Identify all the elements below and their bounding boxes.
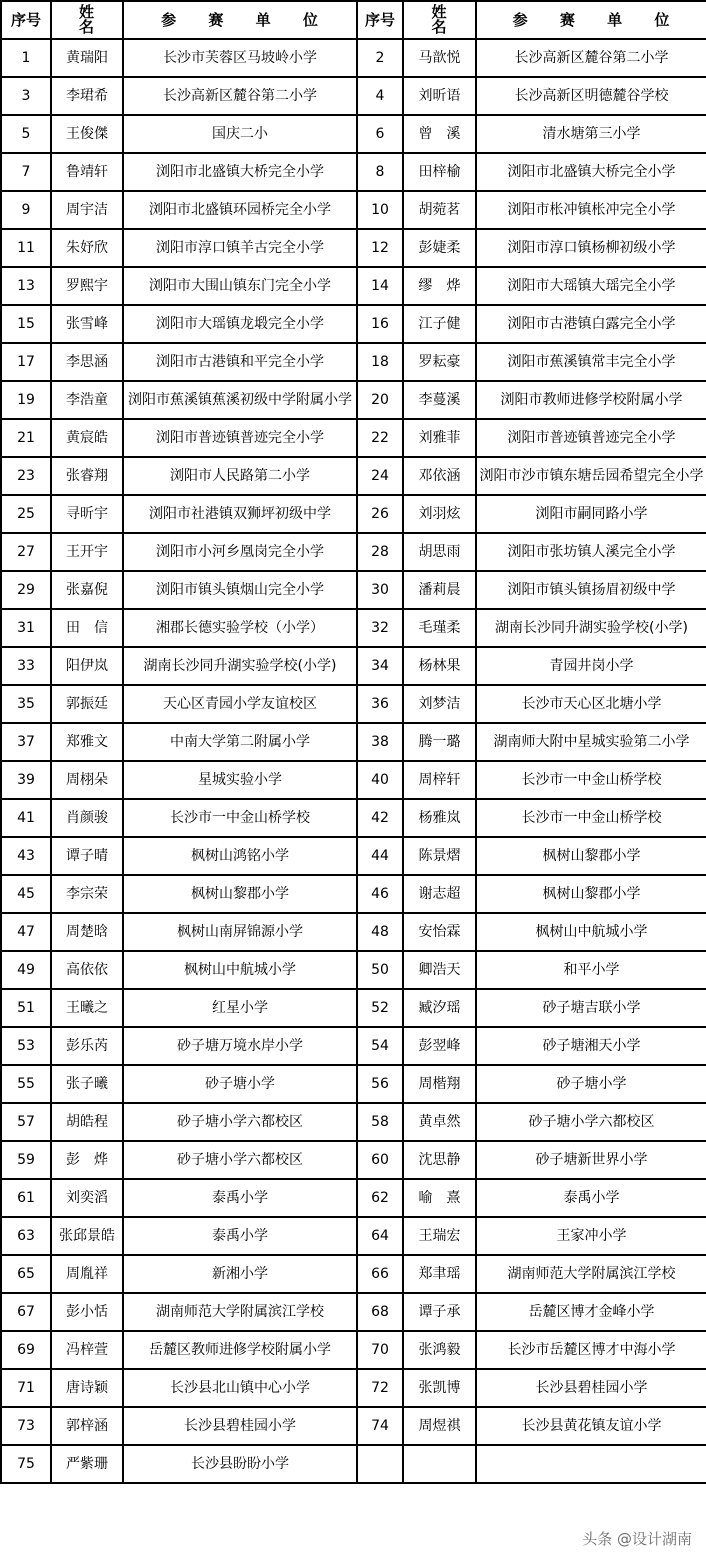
cell-unit: 浏阳市嗣同路小学	[476, 495, 706, 533]
cell-number: 49	[1, 951, 51, 989]
cell-number: 44	[357, 837, 403, 875]
cell-number: 25	[1, 495, 51, 533]
cell-unit: 浏阳市教师进修学校附属小学	[476, 381, 706, 419]
cell-unit: 长沙市天心区北塘小学	[476, 685, 706, 723]
cell-name: 冯梓萱	[51, 1331, 123, 1369]
cell-unit: 浏阳市古港镇白露完全小学	[476, 305, 706, 343]
cell-number: 58	[357, 1103, 403, 1141]
cell-name: 李浩童	[51, 381, 123, 419]
cell-name: 唐诗颖	[51, 1369, 123, 1407]
cell-unit: 长沙县盼盼小学	[123, 1445, 357, 1483]
cell-unit: 枫树山中航城小学	[476, 913, 706, 951]
cell-unit: 泰禹小学	[476, 1179, 706, 1217]
table-row	[1, 723, 706, 761]
cell-number: 1	[1, 39, 51, 77]
cell-number: 14	[357, 267, 403, 305]
cell-unit: 浏阳市古港镇和平完全小学	[123, 343, 357, 381]
cell-number: 72	[357, 1369, 403, 1407]
cell-number: 46	[357, 875, 403, 913]
cell-unit: 长沙县黄花镇友谊小学	[476, 1407, 706, 1445]
cell-number: 3	[1, 77, 51, 115]
cell-unit: 浏阳市枨冲镇枨冲完全小学	[476, 191, 706, 229]
cell-unit: 枫树山南屏锦源小学	[123, 913, 357, 951]
cell-number: 17	[1, 343, 51, 381]
cell-name: 谭子承	[403, 1293, 476, 1331]
cell-unit: 红星小学	[123, 989, 357, 1027]
cell-unit: 王家冲小学	[476, 1217, 706, 1255]
cell-unit: 湘郡长德实验学校（小学）	[123, 609, 357, 647]
cell-name: 谢志超	[403, 875, 476, 913]
watermark: 头条 @设计湖南	[582, 1530, 692, 1548]
cell-number: 51	[1, 989, 51, 1027]
cell-unit: 长沙高新区明德麓谷学校	[476, 77, 706, 115]
cell-number: 20	[357, 381, 403, 419]
table-row	[1, 1293, 706, 1331]
cell-name: 喻 熹	[403, 1179, 476, 1217]
cell-number: 56	[357, 1065, 403, 1103]
cell-number: 37	[1, 723, 51, 761]
cell-name: 张睿翔	[51, 457, 123, 495]
cell-number: 61	[1, 1179, 51, 1217]
cell-unit: 浏阳市大瑶镇龙塅完全小学	[123, 305, 357, 343]
cell-number: 71	[1, 1369, 51, 1407]
cell-number: 45	[1, 875, 51, 913]
table-row	[1, 1407, 706, 1445]
cell-number: 34	[357, 647, 403, 685]
cell-name: 朱妤欣	[51, 229, 123, 267]
header-no: 序号	[1, 1, 51, 39]
cell-unit: 长沙市一中金山桥学校	[476, 761, 706, 799]
cell-unit: 中南大学第二附属小学	[123, 723, 357, 761]
cell-number: 47	[1, 913, 51, 951]
cell-number: 54	[357, 1027, 403, 1065]
cell-unit: 湖南师大附中星城实验第二小学	[476, 723, 706, 761]
cell-unit: 浏阳市张坊镇人溪完全小学	[476, 533, 706, 571]
cell-name: 曾 溪	[403, 115, 476, 153]
cell-number: 32	[357, 609, 403, 647]
cell-number: 53	[1, 1027, 51, 1065]
cell-name: 刘羽炫	[403, 495, 476, 533]
cell-number: 59	[1, 1141, 51, 1179]
cell-name: 郭梓涵	[51, 1407, 123, 1445]
cell-name: 马歆悦	[403, 39, 476, 77]
cell-unit: 砂子塘小学六都校区	[123, 1141, 357, 1179]
cell-name: 周楚晗	[51, 913, 123, 951]
cell-name: 黄瑞阳	[51, 39, 123, 77]
cell-unit: 砂子塘万境水岸小学	[123, 1027, 357, 1065]
cell-number: 60	[357, 1141, 403, 1179]
table-row	[1, 1217, 706, 1255]
cell-number: 38	[357, 723, 403, 761]
table-row	[1, 1027, 706, 1065]
cell-unit: 岳麓区博才金峰小学	[476, 1293, 706, 1331]
cell-unit	[476, 1445, 706, 1483]
cell-name: 彭翌峰	[403, 1027, 476, 1065]
cell-unit: 枫树山中航城小学	[123, 951, 357, 989]
cell-name: 江子健	[403, 305, 476, 343]
cell-unit: 国庆二小	[123, 115, 357, 153]
cell-number: 64	[357, 1217, 403, 1255]
cell-number: 10	[357, 191, 403, 229]
cell-name: 张嘉倪	[51, 571, 123, 609]
cell-name: 李蔓溪	[403, 381, 476, 419]
cell-name: 郭振廷	[51, 685, 123, 723]
cell-number: 35	[1, 685, 51, 723]
cell-unit: 泰禹小学	[123, 1179, 357, 1217]
table-row	[1, 1179, 706, 1217]
table-row	[1, 609, 706, 647]
table-row	[1, 39, 706, 77]
cell-number: 70	[357, 1331, 403, 1369]
cell-number: 4	[357, 77, 403, 115]
cell-number: 68	[357, 1293, 403, 1331]
cell-unit: 青园井岗小学	[476, 647, 706, 685]
cell-name: 阳伊岚	[51, 647, 123, 685]
cell-name: 潘莉晨	[403, 571, 476, 609]
cell-name: 胡皓程	[51, 1103, 123, 1141]
table-row	[1, 495, 706, 533]
cell-name: 高依依	[51, 951, 123, 989]
cell-name: 彭小恬	[51, 1293, 123, 1331]
cell-name: 胡思雨	[403, 533, 476, 571]
cell-unit: 浏阳市北盛镇大桥完全小学	[123, 153, 357, 191]
cell-unit: 枫树山黎郡小学	[123, 875, 357, 913]
table-row	[1, 1141, 706, 1179]
cell-number: 16	[357, 305, 403, 343]
cell-number: 24	[357, 457, 403, 495]
cell-number: 26	[357, 495, 403, 533]
table-row	[1, 115, 706, 153]
cell-unit: 岳麓区教师进修学校附属小学	[123, 1331, 357, 1369]
cell-unit: 长沙市一中金山桥学校	[123, 799, 357, 837]
table-row	[1, 761, 706, 799]
cell-number: 63	[1, 1217, 51, 1255]
cell-number: 19	[1, 381, 51, 419]
cell-unit: 长沙市一中金山桥学校	[476, 799, 706, 837]
cell-unit: 枫树山黎郡小学	[476, 875, 706, 913]
cell-unit: 浏阳市镇头镇烟山完全小学	[123, 571, 357, 609]
table-row	[1, 571, 706, 609]
cell-number: 18	[357, 343, 403, 381]
cell-name: 缪 烨	[403, 267, 476, 305]
cell-unit: 湖南师范大学附属滨江学校	[476, 1255, 706, 1293]
cell-name: 杨林果	[403, 647, 476, 685]
cell-name: 李珺希	[51, 77, 123, 115]
cell-unit: 浏阳市淳口镇杨柳初级小学	[476, 229, 706, 267]
cell-unit: 浏阳市社港镇双狮坪初级中学	[123, 495, 357, 533]
cell-name: 黄卓然	[403, 1103, 476, 1141]
cell-unit: 浏阳市蕉溪镇常丰完全小学	[476, 343, 706, 381]
cell-name: 郑聿瑶	[403, 1255, 476, 1293]
cell-unit: 新湘小学	[123, 1255, 357, 1293]
cell-name: 郑雅文	[51, 723, 123, 761]
cell-unit: 长沙县北山镇中心小学	[123, 1369, 357, 1407]
cell-name: 胡菀茗	[403, 191, 476, 229]
header-name: 姓 名	[51, 1, 123, 39]
header-unit: 参 赛 单 位	[123, 1, 357, 39]
table-row	[1, 875, 706, 913]
cell-number: 15	[1, 305, 51, 343]
cell-unit: 湖南长沙同升湖实验学校(小学)	[476, 609, 706, 647]
cell-number: 74	[357, 1407, 403, 1445]
header-no: 序号	[357, 1, 403, 39]
cell-number: 11	[1, 229, 51, 267]
table-row	[1, 419, 706, 457]
cell-unit: 浏阳市北盛镇大桥完全小学	[476, 153, 706, 191]
cell-name: 周楷翔	[403, 1065, 476, 1103]
table-row	[1, 951, 706, 989]
cell-name: 张凯博	[403, 1369, 476, 1407]
cell-unit: 长沙县碧桂园小学	[476, 1369, 706, 1407]
cell-name: 严紫珊	[51, 1445, 123, 1483]
cell-unit: 湖南长沙同升湖实验学校(小学)	[123, 647, 357, 685]
cell-unit: 砂子塘新世界小学	[476, 1141, 706, 1179]
table-row	[1, 343, 706, 381]
cell-unit: 浏阳市大瑶镇大瑶完全小学	[476, 267, 706, 305]
cell-unit: 砂子塘吉联小学	[476, 989, 706, 1027]
cell-unit: 浏阳市人民路第二小学	[123, 457, 357, 495]
cell-number: 21	[1, 419, 51, 457]
cell-number: 69	[1, 1331, 51, 1369]
cell-name: 张鸿毅	[403, 1331, 476, 1369]
cell-number: 67	[1, 1293, 51, 1331]
cell-number: 62	[357, 1179, 403, 1217]
table-row	[1, 191, 706, 229]
table-row	[1, 1255, 706, 1293]
cell-number: 57	[1, 1103, 51, 1141]
table-row	[1, 1445, 706, 1483]
cell-name: 鲁靖轩	[51, 153, 123, 191]
cell-name: 张邱景皓	[51, 1217, 123, 1255]
cell-name: 罗耘豪	[403, 343, 476, 381]
cell-number: 66	[357, 1255, 403, 1293]
cell-name: 寻昕宇	[51, 495, 123, 533]
cell-number: 41	[1, 799, 51, 837]
cell-number: 33	[1, 647, 51, 685]
table-row	[1, 1103, 706, 1141]
table-body	[1, 39, 706, 1483]
cell-unit: 长沙市岳麓区博才中海小学	[476, 1331, 706, 1369]
cell-number: 12	[357, 229, 403, 267]
cell-name: 彭 烨	[51, 1141, 123, 1179]
cell-number: 23	[1, 457, 51, 495]
cell-unit: 长沙高新区麓谷第二小学	[123, 77, 357, 115]
cell-name: 李思涵	[51, 343, 123, 381]
cell-name: 王俊傑	[51, 115, 123, 153]
table-row	[1, 381, 706, 419]
table-row	[1, 989, 706, 1027]
cell-number: 9	[1, 191, 51, 229]
cell-name: 陈景熠	[403, 837, 476, 875]
cell-name: 肖颜骏	[51, 799, 123, 837]
cell-number: 7	[1, 153, 51, 191]
cell-name: 杨雅岚	[403, 799, 476, 837]
cell-name: 罗熙宇	[51, 267, 123, 305]
table-row	[1, 305, 706, 343]
cell-unit: 浏阳市普迹镇普迹完全小学	[476, 419, 706, 457]
cell-unit: 浏阳市沙市镇东塘岳园希望完全小学	[476, 457, 706, 495]
cell-name: 黄宸皓	[51, 419, 123, 457]
cell-number: 13	[1, 267, 51, 305]
cell-unit: 清水塘第三小学	[476, 115, 706, 153]
cell-name: 卿浩天	[403, 951, 476, 989]
cell-unit: 砂子塘小学六都校区	[123, 1103, 357, 1141]
cell-unit: 浏阳市小河乡凰岗完全小学	[123, 533, 357, 571]
cell-name: 周宇洁	[51, 191, 123, 229]
cell-name: 王瑞宏	[403, 1217, 476, 1255]
cell-number: 75	[1, 1445, 51, 1483]
table-row	[1, 1065, 706, 1103]
cell-name: 王开宇	[51, 533, 123, 571]
cell-name: 周梓轩	[403, 761, 476, 799]
cell-unit: 浏阳市大围山镇东门完全小学	[123, 267, 357, 305]
cell-name: 安怡霖	[403, 913, 476, 951]
cell-name: 刘奕滔	[51, 1179, 123, 1217]
cell-number: 5	[1, 115, 51, 153]
cell-name: 刘昕语	[403, 77, 476, 115]
cell-unit: 砂子塘小学六都校区	[476, 1103, 706, 1141]
cell-name: 王曦之	[51, 989, 123, 1027]
table-row	[1, 1331, 706, 1369]
cell-unit: 枫树山黎郡小学	[476, 837, 706, 875]
cell-name: 毛瑾柔	[403, 609, 476, 647]
cell-unit: 浏阳市北盛镇环园桥完全小学	[123, 191, 357, 229]
cell-name: 周煜祺	[403, 1407, 476, 1445]
cell-name: 周栩朵	[51, 761, 123, 799]
cell-unit: 天心区青园小学友谊校区	[123, 685, 357, 723]
cell-number: 27	[1, 533, 51, 571]
cell-number: 50	[357, 951, 403, 989]
table-row	[1, 647, 706, 685]
cell-unit: 浏阳市淳口镇羊古完全小学	[123, 229, 357, 267]
cell-number: 6	[357, 115, 403, 153]
cell-number: 42	[357, 799, 403, 837]
table-row	[1, 1369, 706, 1407]
cell-unit: 长沙县碧桂园小学	[123, 1407, 357, 1445]
cell-number: 28	[357, 533, 403, 571]
cell-unit: 枫树山鸿铭小学	[123, 837, 357, 875]
cell-unit: 砂子塘小学	[123, 1065, 357, 1103]
cell-unit: 湖南师范大学附属滨江学校	[123, 1293, 357, 1331]
cell-number: 30	[357, 571, 403, 609]
cell-name: 张雪峰	[51, 305, 123, 343]
cell-number: 48	[357, 913, 403, 951]
cell-name: 臧汐瑶	[403, 989, 476, 1027]
cell-name: 张子曦	[51, 1065, 123, 1103]
cell-number: 65	[1, 1255, 51, 1293]
header-row	[1, 1, 706, 39]
cell-unit: 浏阳市镇头镇扬眉初级中学	[476, 571, 706, 609]
cell-number: 52	[357, 989, 403, 1027]
cell-number: 2	[357, 39, 403, 77]
cell-number	[357, 1445, 403, 1483]
cell-unit: 星城实验小学	[123, 761, 357, 799]
header-unit: 参 赛 单 位	[476, 1, 706, 39]
cell-number: 40	[357, 761, 403, 799]
cell-unit: 浏阳市蕉溪镇蕉溪初级中学附属小学	[123, 381, 357, 419]
cell-unit: 砂子塘湘天小学	[476, 1027, 706, 1065]
cell-unit: 浏阳市普迹镇普迹完全小学	[123, 419, 357, 457]
cell-name: 彭婕柔	[403, 229, 476, 267]
cell-name: 田 信	[51, 609, 123, 647]
cell-unit: 长沙市芙蓉区马坡岭小学	[123, 39, 357, 77]
cell-number: 39	[1, 761, 51, 799]
cell-name: 腾一璐	[403, 723, 476, 761]
table-row	[1, 799, 706, 837]
table-row	[1, 457, 706, 495]
cell-name: 周胤祥	[51, 1255, 123, 1293]
table-row	[1, 533, 706, 571]
cell-number: 29	[1, 571, 51, 609]
cell-name: 彭乐芮	[51, 1027, 123, 1065]
table-row	[1, 229, 706, 267]
table-row	[1, 913, 706, 951]
cell-number: 22	[357, 419, 403, 457]
table-row	[1, 267, 706, 305]
cell-number: 8	[357, 153, 403, 191]
cell-number: 73	[1, 1407, 51, 1445]
cell-name	[403, 1445, 476, 1483]
cell-name: 沈思静	[403, 1141, 476, 1179]
cell-unit: 泰禹小学	[123, 1217, 357, 1255]
table-row	[1, 153, 706, 191]
cell-name: 李宗荣	[51, 875, 123, 913]
cell-name: 刘雅菲	[403, 419, 476, 457]
cell-unit: 和平小学	[476, 951, 706, 989]
cell-unit: 砂子塘小学	[476, 1065, 706, 1103]
cell-name: 谭子晴	[51, 837, 123, 875]
table-row	[1, 685, 706, 723]
cell-name: 田梓榆	[403, 153, 476, 191]
cell-number: 31	[1, 609, 51, 647]
table-row	[1, 77, 706, 115]
table-row	[1, 837, 706, 875]
header-name: 姓 名	[403, 1, 476, 39]
cell-number: 55	[1, 1065, 51, 1103]
cell-number: 36	[357, 685, 403, 723]
cell-name: 邓依涵	[403, 457, 476, 495]
cell-number: 43	[1, 837, 51, 875]
cell-name: 刘梦洁	[403, 685, 476, 723]
cell-unit: 长沙高新区麓谷第二小学	[476, 39, 706, 77]
